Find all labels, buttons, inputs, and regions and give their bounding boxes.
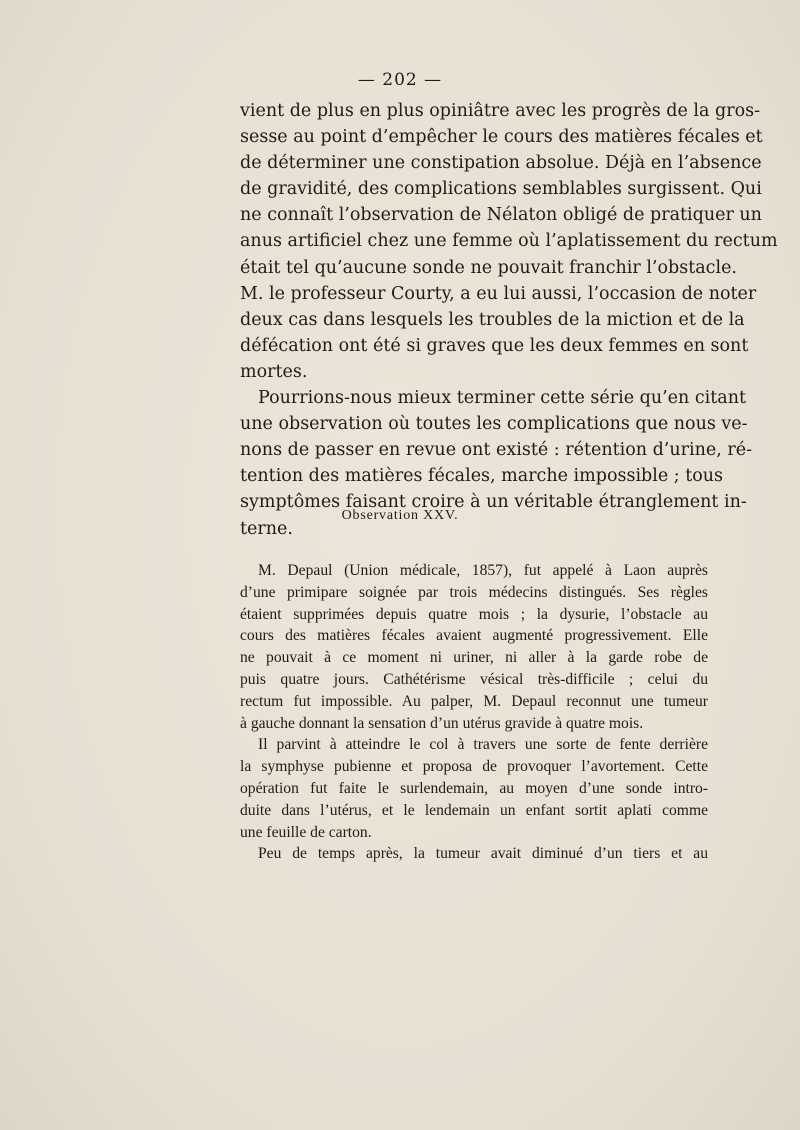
text-line: M. Depaul (Union médicale, 1857), fut appelé à Laon auprès (258, 562, 708, 579)
text-line: ne pouvait à ce moment ni uriner, ni aller à la garde robe de (240, 649, 708, 667)
text-line: ne connaît l’observation de Nélaton obligé de pratiquer un (240, 205, 762, 226)
text-line: de déterminer une constipation absolue. Déjà en l’absence (240, 153, 762, 174)
text-line: de gravidité, des complications semblables surgissent. Qui (240, 179, 762, 200)
text-line: défécation ont été si graves que les deux femmes en sont (240, 335, 749, 356)
text-line: nons de passer en revue ont existé : rétention d’urine, ré- (240, 440, 752, 461)
text-line: était tel qu’aucune sonde ne pouvait franchir l’obstacle. (240, 257, 737, 278)
text-line: puis quatre jours. Cathétérisme vésical très-difficile ; celui du (240, 670, 708, 688)
text-line: Il parvint à atteindre le col à travers une sorte de fente derrière (258, 736, 708, 754)
observation-text (240, 560, 708, 865)
text-line: Pourrions-nous mieux terminer cette série qu’en citant (258, 388, 747, 409)
text-line: duite dans l’utérus, et le lendemain un enfant sortit aplati comme (240, 801, 708, 819)
text-line: deux cas dans lesquels les troubles de la miction et de la (240, 309, 745, 330)
text-line: sesse au point d’empêcher le cours des matières fécales et (240, 127, 763, 148)
text-line: à gauche donnant la sensation d’un utérus gravide à quatre mois. (240, 714, 644, 732)
main-text (240, 98, 778, 542)
observation-heading: Observation XXV. (341, 508, 459, 523)
text-line: la symphyse pubienne et proposa de provoquer l’avortement. Cette (240, 758, 708, 776)
text-line: une feuille de carton. (240, 823, 372, 841)
text-line: vient de plus en plus opiniâtre avec les progrès de la gros- (240, 101, 761, 121)
text-line: tention des matières fécales, marche impossible ; tous (240, 466, 724, 487)
text-line: M. le professeur Courty, a eu lui aussi, l’occasion de noter (240, 283, 757, 304)
text-line: cours des matières fécales avaient augmenté progressivement. Elle (240, 627, 708, 645)
text-line: terne. (240, 518, 293, 539)
text-line: d’une primipare soignée par trois médecins distingués. Ses règles (240, 583, 708, 601)
text-line: étaient supprimées depuis quatre mois ; la dysurie, l’obstacle au (240, 605, 708, 623)
text-line: rectum fut impossible. Au palper, M. Depaul reconnut une tumeur (240, 692, 708, 710)
text-line: opération fut faite le surlendemain, au moyen d’une sonde intro- (240, 779, 708, 797)
text-line: Peu de temps après, la tumeur avait diminué d’un tiers et au (258, 845, 708, 863)
page-number: — 202 — (357, 70, 443, 90)
text-line: une observation où toutes les complications que nous ve- (240, 414, 748, 435)
text-line: anus artificiel chez une femme où l’aplatissement du rectum (240, 231, 778, 252)
text-line: symptômes faisant croire à un véritable étranglement in- (240, 492, 747, 513)
text-line: mortes. (240, 361, 308, 382)
